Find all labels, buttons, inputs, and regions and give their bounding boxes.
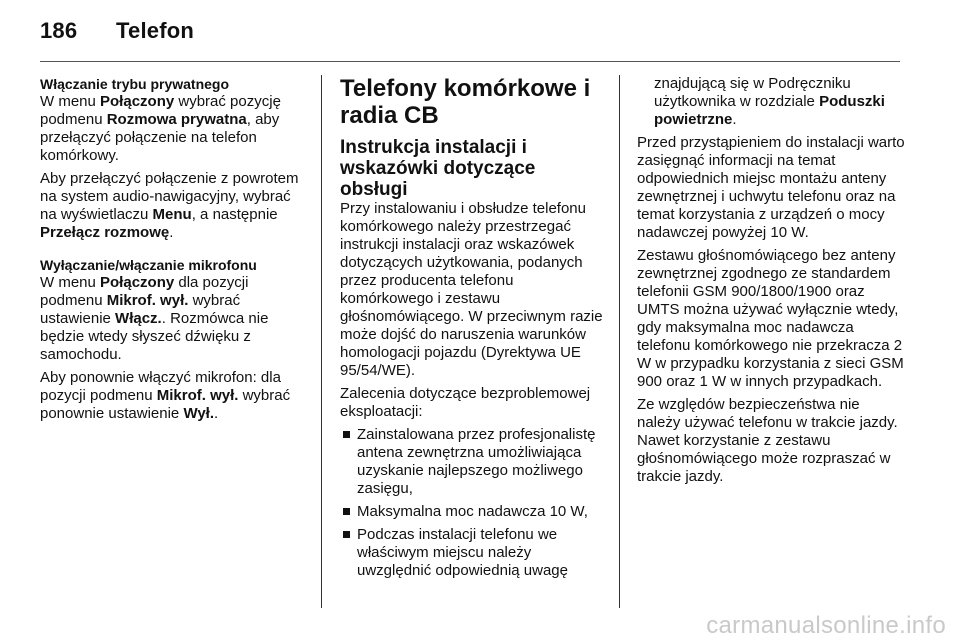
text: wybrać ustawienie — [40, 292, 241, 327]
list-item: Podczas instalacji telefonu we właściwym miejscu należy uwzględnić odpowiednią uwagę — [340, 526, 608, 580]
menu-term: Rozmowa prywatna — [106, 111, 247, 128]
column-divider-1 — [321, 75, 322, 608]
paragraph-microphone-1 — [40, 274, 308, 364]
text: W menu — [40, 93, 101, 110]
text: Aby ponownie włączyć mikrofon: dla pozycji podmenu — [40, 369, 281, 404]
paragraph-microphone-2 — [40, 369, 308, 423]
list-item-continuation — [637, 75, 905, 129]
menu-term: Mikrof. wył. — [106, 292, 189, 309]
paragraph-antenna-info: Przed przystąpieniem do instalacji warto zasięgnąć informacji na temat odpowiednich miejsc montażu anteny zewnętrznej i uchwytu telefonu oraz na temat korzystania z urządzeń o mocy nadawczej powyżej 10 W. — [637, 134, 905, 241]
text: . — [214, 405, 219, 422]
text: wybrać pozycję podmenu — [40, 93, 281, 128]
header-rule — [40, 61, 900, 62]
text: , a następnie — [191, 206, 278, 223]
text: wybrać ponownie ustawienie — [40, 387, 291, 422]
menu-term: Wył. — [183, 405, 215, 422]
text: . — [169, 224, 174, 241]
menu-term: Poduszki powietrzne — [654, 93, 885, 128]
section-heading-private-mode: Włączanie trybu prywatnego — [40, 76, 230, 92]
menu-term: Połączony — [100, 93, 175, 110]
text: Aby przełączyć połączenie z powrotem na system audio-nawigacyjny, wybrać na wyświetlaczu — [40, 170, 299, 223]
paragraph-installation: Przy instalowaniu i obsłudze telefonu komórkowego należy przestrzegać instrukcji instalacji oraz wskazówek dotyczących użytkowania, podanych przez producenta telefonu komórkowego i zestawu głośnomówiącego. W przeciwnym razie może dojść do naruszenia warunków homologacji pojazdu (Dyrektywa UE 95/54/WE). — [340, 200, 603, 379]
page-number: 186 — [40, 18, 78, 43]
text: . — [732, 111, 737, 128]
list-item: Zainstalowana przez profesjonalistę antena zewnętrzna umożliwiająca uzyskanie najlepszego możliwego zasięgu, — [340, 426, 608, 498]
watermark: carmanualsonline.info — [706, 612, 946, 639]
section-heading-microphone: Wyłączanie/włączanie mikrofonu — [40, 257, 257, 273]
column-2 — [340, 75, 608, 585]
recommendation-list — [340, 426, 608, 580]
menu-term: Mikrof. wył. — [156, 387, 239, 404]
menu-term: Połączony — [100, 274, 175, 291]
column-3 — [637, 75, 905, 491]
paragraph-safety: Ze względów bezpieczeństwa nie należy używać telefonu w trakcie jazdy. Nawet korzystanie z zestawu głośnomówiącego może rozpraszać w trakcie jazdy. — [637, 396, 898, 485]
text: znajdującą się w Podręczniku użytkownika w rozdziale — [654, 75, 851, 110]
column-1 — [40, 75, 308, 428]
section-title: Telefony komórkowe i radia CB — [340, 75, 591, 129]
paragraph-private-mode-1 — [40, 93, 308, 165]
paragraph-handsfree-gsm: Zestawu głośnomówiącego bez anteny zewnętrznej zgodnego ze standardem telefonii GSM 900/1800/1900 oraz UMTS można używać wyłącznie wtedy, gdy maksymalna moc nadawcza telefonu komórkowego nie przekracza 2 W w przypadku korzystania z sieci GSM 900 oraz 1 W w innych przypadkach. — [637, 247, 904, 390]
paragraph-recommendations: Zalecenia dotyczące bezproblemowej eksploatacji: — [340, 385, 591, 420]
text: . Rozmówca nie będzie wtedy słyszeć dźwięku z samochodu. — [40, 310, 269, 363]
menu-term: Menu — [152, 206, 192, 223]
menu-term: Przełącz rozmowę — [40, 224, 170, 241]
column-divider-2 — [619, 75, 620, 608]
section-subtitle: Instrukcja instalacji i wskazówki dotyczące obsługi — [340, 137, 536, 200]
text: , aby przełączyć połączenie na telefon komórkowy. — [40, 111, 280, 164]
paragraph-private-mode-2 — [40, 170, 308, 242]
page-header — [40, 18, 194, 44]
text: dla pozycji podmenu — [40, 274, 249, 309]
chapter-title: Telefon — [116, 18, 194, 43]
menu-term: Włącz. — [115, 310, 162, 327]
list-item: Maksymalna moc nadawcza 10 W, — [340, 503, 608, 521]
text: W menu — [40, 274, 101, 291]
